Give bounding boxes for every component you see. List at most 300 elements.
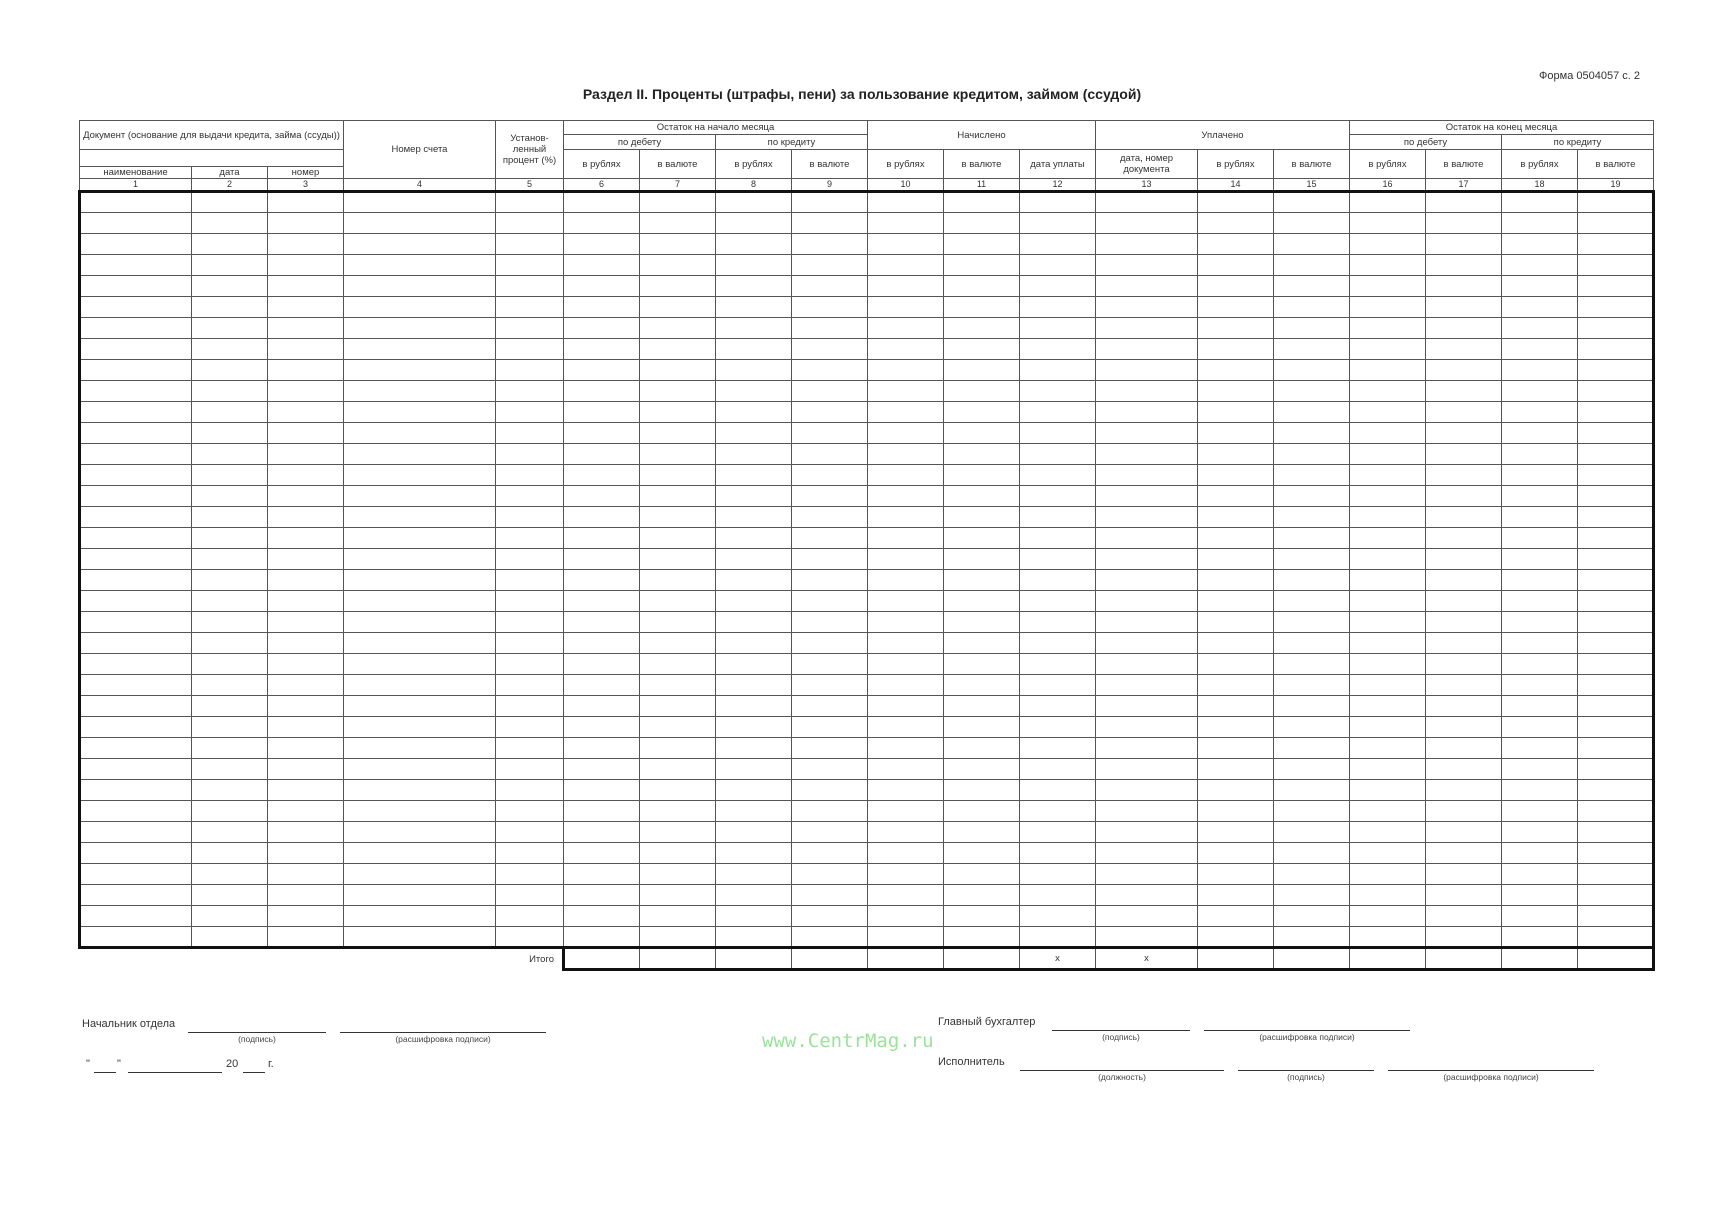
table-cell[interactable] [868,528,944,549]
table-cell[interactable] [496,612,564,633]
table-cell[interactable] [1274,864,1350,885]
table-cell[interactable] [1020,801,1096,822]
table-cell[interactable] [192,192,268,213]
table-cell[interactable] [944,612,1020,633]
table-cell[interactable] [496,591,564,612]
table-cell[interactable] [1274,822,1350,843]
table-cell[interactable] [80,297,192,318]
table-cell[interactable] [944,507,1020,528]
table-cell[interactable] [1578,591,1654,612]
table-cell[interactable] [496,444,564,465]
table-cell[interactable] [1578,864,1654,885]
executor-decode-line[interactable] [1388,1056,1594,1071]
table-cell[interactable] [496,528,564,549]
table-cell[interactable] [268,528,344,549]
table-cell[interactable] [564,612,640,633]
table-cell[interactable] [1350,528,1426,549]
table-cell[interactable] [868,192,944,213]
table-cell[interactable] [944,192,1020,213]
table-cell[interactable] [792,339,868,360]
table-cell[interactable] [868,381,944,402]
table-cell[interactable] [792,255,868,276]
table-cell[interactable] [344,423,496,444]
table-cell[interactable] [1578,801,1654,822]
table-cell[interactable] [868,402,944,423]
table-cell[interactable] [1426,318,1502,339]
table-cell[interactable] [496,423,564,444]
table-cell[interactable] [496,213,564,234]
table-cell[interactable] [944,654,1020,675]
table-cell[interactable] [1426,528,1502,549]
table-cell[interactable] [496,234,564,255]
table-cell[interactable] [1020,528,1096,549]
table-cell[interactable] [192,801,268,822]
table-cell[interactable] [80,927,192,948]
table-cell[interactable] [792,465,868,486]
table-cell[interactable] [792,192,868,213]
table-cell[interactable] [1502,381,1578,402]
table-cell[interactable] [1274,780,1350,801]
table-cell[interactable] [496,465,564,486]
table-cell[interactable] [640,717,716,738]
table-cell[interactable] [496,633,564,654]
table-cell[interactable] [792,444,868,465]
table-cell[interactable] [1274,654,1350,675]
table-cell[interactable] [1502,927,1578,948]
table-cell[interactable] [716,738,792,759]
table-cell[interactable] [1426,486,1502,507]
table-cell[interactable] [1096,507,1198,528]
table-cell[interactable] [1096,906,1198,927]
table-cell[interactable] [496,927,564,948]
table-cell[interactable] [496,297,564,318]
table-cell[interactable] [944,255,1020,276]
table-cell[interactable] [944,486,1020,507]
table-cell[interactable] [1426,696,1502,717]
total-cell[interactable] [1198,948,1274,970]
table-cell[interactable] [1350,738,1426,759]
table-cell[interactable] [640,234,716,255]
table-cell[interactable] [1198,591,1274,612]
table-cell[interactable] [716,381,792,402]
table-cell[interactable] [1198,549,1274,570]
table-cell[interactable] [1274,318,1350,339]
table-cell[interactable] [268,864,344,885]
table-cell[interactable] [192,402,268,423]
table-cell[interactable] [344,759,496,780]
table-cell[interactable] [1578,780,1654,801]
table-cell[interactable] [1274,339,1350,360]
table-cell[interactable] [1426,843,1502,864]
table-cell[interactable] [1502,507,1578,528]
table-cell[interactable] [344,444,496,465]
table-cell[interactable] [1426,885,1502,906]
table-cell[interactable] [944,696,1020,717]
table-cell[interactable] [1198,927,1274,948]
table-cell[interactable] [640,423,716,444]
table-cell[interactable] [1274,738,1350,759]
table-cell[interactable] [1426,297,1502,318]
table-cell[interactable] [1020,738,1096,759]
table-cell[interactable] [268,339,344,360]
table-cell[interactable] [1274,843,1350,864]
table-cell[interactable] [1274,276,1350,297]
table-cell[interactable] [944,633,1020,654]
total-cell[interactable] [640,948,716,970]
table-cell[interactable] [268,906,344,927]
table-cell[interactable] [268,549,344,570]
table-cell[interactable] [944,423,1020,444]
table-cell[interactable] [1426,591,1502,612]
table-cell[interactable] [1350,906,1426,927]
table-cell[interactable] [1426,465,1502,486]
table-cell[interactable] [640,255,716,276]
table-cell[interactable] [1426,780,1502,801]
table-cell[interactable] [1096,801,1198,822]
table-cell[interactable] [944,444,1020,465]
table-cell[interactable] [344,234,496,255]
table-cell[interactable] [868,318,944,339]
table-cell[interactable] [496,717,564,738]
table-cell[interactable] [716,675,792,696]
table-cell[interactable] [344,591,496,612]
table-cell[interactable] [1502,549,1578,570]
table-cell[interactable] [1096,717,1198,738]
table-cell[interactable] [1096,549,1198,570]
table-cell[interactable] [344,465,496,486]
table-cell[interactable] [792,717,868,738]
table-cell[interactable] [1502,906,1578,927]
table-cell[interactable] [1274,759,1350,780]
table-cell[interactable] [1426,822,1502,843]
table-cell[interactable] [792,486,868,507]
table-cell[interactable] [1578,234,1654,255]
table-cell[interactable] [792,507,868,528]
table-cell[interactable] [868,696,944,717]
table-cell[interactable] [1274,633,1350,654]
table-cell[interactable] [716,696,792,717]
table-cell[interactable] [1426,864,1502,885]
table-cell[interactable] [1350,927,1426,948]
table-cell[interactable] [1426,549,1502,570]
table-cell[interactable] [496,339,564,360]
table-cell[interactable] [192,864,268,885]
table-cell[interactable] [1350,570,1426,591]
table-cell[interactable] [564,234,640,255]
table-cell[interactable] [268,318,344,339]
table-cell[interactable] [1198,780,1274,801]
table-cell[interactable] [868,843,944,864]
table-cell[interactable] [868,255,944,276]
table-cell[interactable] [564,822,640,843]
table-cell[interactable] [1350,339,1426,360]
table-cell[interactable] [1096,927,1198,948]
table-cell[interactable] [344,717,496,738]
table-cell[interactable] [944,843,1020,864]
table-cell[interactable] [868,822,944,843]
table-cell[interactable] [1502,465,1578,486]
table-cell[interactable] [268,297,344,318]
table-cell[interactable] [944,570,1020,591]
table-cell[interactable] [1578,906,1654,927]
table-cell[interactable] [1350,402,1426,423]
table-cell[interactable] [716,549,792,570]
table-cell[interactable] [1426,381,1502,402]
table-cell[interactable] [1426,213,1502,234]
table-cell[interactable] [1350,444,1426,465]
table-cell[interactable] [268,696,344,717]
table-cell[interactable] [564,864,640,885]
table-cell[interactable] [496,885,564,906]
table-cell[interactable] [1020,486,1096,507]
table-cell[interactable] [564,486,640,507]
table-cell[interactable] [1020,654,1096,675]
table-cell[interactable] [1274,927,1350,948]
table-cell[interactable] [268,780,344,801]
table-cell[interactable] [716,213,792,234]
table-cell[interactable] [1350,423,1426,444]
table-cell[interactable] [1020,423,1096,444]
table-cell[interactable] [716,360,792,381]
table-cell[interactable] [716,255,792,276]
table-cell[interactable] [80,759,192,780]
table-cell[interactable] [1578,927,1654,948]
table-cell[interactable] [192,780,268,801]
table-cell[interactable] [1020,444,1096,465]
table-cell[interactable] [268,738,344,759]
table-cell[interactable] [192,591,268,612]
table-cell[interactable] [1350,360,1426,381]
table-cell[interactable] [564,885,640,906]
total-cell[interactable] [716,948,792,970]
table-cell[interactable] [1578,213,1654,234]
table-cell[interactable] [344,360,496,381]
table-cell[interactable] [1502,843,1578,864]
table-cell[interactable] [80,885,192,906]
table-cell[interactable] [1198,633,1274,654]
table-cell[interactable] [1426,675,1502,696]
table-cell[interactable] [192,318,268,339]
table-cell[interactable] [944,402,1020,423]
table-cell[interactable] [1020,339,1096,360]
table-cell[interactable] [80,843,192,864]
table-cell[interactable] [868,591,944,612]
table-cell[interactable] [80,507,192,528]
table-cell[interactable] [564,318,640,339]
table-cell[interactable] [1096,843,1198,864]
table-cell[interactable] [1502,696,1578,717]
table-cell[interactable] [564,549,640,570]
table-cell[interactable] [1198,297,1274,318]
table-cell[interactable] [1578,381,1654,402]
table-cell[interactable] [496,255,564,276]
table-cell[interactable] [1198,444,1274,465]
table-cell[interactable] [1274,360,1350,381]
table-cell[interactable] [80,255,192,276]
table-cell[interactable] [268,234,344,255]
table-cell[interactable] [1198,507,1274,528]
table-cell[interactable] [1274,801,1350,822]
table-cell[interactable] [268,465,344,486]
table-cell[interactable] [640,276,716,297]
table-cell[interactable] [564,927,640,948]
table-cell[interactable] [640,507,716,528]
table-cell[interactable] [268,444,344,465]
table-cell[interactable] [1350,381,1426,402]
table-cell[interactable] [1096,297,1198,318]
table-cell[interactable] [80,591,192,612]
table-cell[interactable] [868,927,944,948]
table-cell[interactable] [792,759,868,780]
table-cell[interactable] [1578,885,1654,906]
table-cell[interactable] [716,822,792,843]
table-cell[interactable] [1350,822,1426,843]
total-cell[interactable] [564,948,640,970]
table-cell[interactable] [1502,234,1578,255]
table-cell[interactable] [192,843,268,864]
table-cell[interactable] [944,906,1020,927]
table-cell[interactable] [564,255,640,276]
table-cell[interactable] [564,507,640,528]
table-cell[interactable] [1502,864,1578,885]
table-cell[interactable] [1578,255,1654,276]
table-cell[interactable] [1502,318,1578,339]
table-cell[interactable] [268,654,344,675]
table-cell[interactable] [564,570,640,591]
table-cell[interactable] [192,738,268,759]
table-cell[interactable] [1198,717,1274,738]
table-cell[interactable] [1198,759,1274,780]
table-cell[interactable] [344,612,496,633]
table-cell[interactable] [80,276,192,297]
table-cell[interactable] [792,780,868,801]
table-cell[interactable] [792,675,868,696]
table-cell[interactable] [944,528,1020,549]
table-cell[interactable] [80,192,192,213]
table-cell[interactable] [1350,318,1426,339]
table-cell[interactable] [192,570,268,591]
table-cell[interactable] [268,633,344,654]
table-cell[interactable] [1350,507,1426,528]
table-cell[interactable] [268,843,344,864]
table-cell[interactable] [80,675,192,696]
table-cell[interactable] [1578,486,1654,507]
table-cell[interactable] [1198,738,1274,759]
table-cell[interactable] [1096,276,1198,297]
table-cell[interactable] [640,885,716,906]
table-cell[interactable] [1020,864,1096,885]
table-cell[interactable] [944,213,1020,234]
table-cell[interactable] [716,297,792,318]
table-cell[interactable] [640,822,716,843]
table-cell[interactable] [268,360,344,381]
table-cell[interactable] [80,780,192,801]
table-cell[interactable] [1274,234,1350,255]
table-cell[interactable] [1350,192,1426,213]
table-cell[interactable] [1096,465,1198,486]
table-cell[interactable] [944,759,1020,780]
table-cell[interactable] [344,549,496,570]
table-cell[interactable] [640,801,716,822]
table-cell[interactable] [1502,675,1578,696]
table-cell[interactable] [944,717,1020,738]
table-cell[interactable] [1274,570,1350,591]
table-cell[interactable] [868,759,944,780]
table-cell[interactable] [268,717,344,738]
table-cell[interactable] [564,528,640,549]
table-cell[interactable] [192,234,268,255]
table-cell[interactable] [1096,633,1198,654]
table-cell[interactable] [344,801,496,822]
table-cell[interactable] [268,213,344,234]
table-cell[interactable] [1274,507,1350,528]
table-cell[interactable] [496,192,564,213]
table-cell[interactable] [1502,822,1578,843]
table-cell[interactable] [868,465,944,486]
table-cell[interactable] [192,276,268,297]
table-cell[interactable] [268,507,344,528]
table-cell[interactable] [496,507,564,528]
table-cell[interactable] [496,696,564,717]
table-cell[interactable] [716,927,792,948]
table-cell[interactable] [944,780,1020,801]
table-cell[interactable] [640,465,716,486]
table-cell[interactable] [344,885,496,906]
table-cell[interactable] [1096,192,1198,213]
table-cell[interactable] [792,549,868,570]
table-cell[interactable] [640,360,716,381]
table-cell[interactable] [564,276,640,297]
table-cell[interactable] [344,381,496,402]
table-cell[interactable] [192,339,268,360]
table-cell[interactable] [192,759,268,780]
table-cell[interactable] [1274,213,1350,234]
table-cell[interactable] [496,486,564,507]
table-cell[interactable] [1578,276,1654,297]
table-cell[interactable] [868,675,944,696]
table-cell[interactable] [716,423,792,444]
table-cell[interactable] [716,801,792,822]
table-cell[interactable] [268,675,344,696]
table-cell[interactable] [564,906,640,927]
table-cell[interactable] [792,927,868,948]
table-cell[interactable] [192,528,268,549]
table-cell[interactable] [716,780,792,801]
table-cell[interactable] [868,654,944,675]
table-cell[interactable] [1502,486,1578,507]
table-cell[interactable] [640,297,716,318]
table-cell[interactable] [716,507,792,528]
table-cell[interactable] [1426,612,1502,633]
table-cell[interactable] [1096,570,1198,591]
table-cell[interactable] [1350,234,1426,255]
table-cell[interactable] [1350,864,1426,885]
table-cell[interactable] [1350,633,1426,654]
table-cell[interactable] [1578,612,1654,633]
table-cell[interactable] [1198,528,1274,549]
table-cell[interactable] [192,423,268,444]
table-cell[interactable] [640,654,716,675]
table-cell[interactable] [1502,633,1578,654]
table-cell[interactable] [1020,276,1096,297]
table-cell[interactable] [1096,675,1198,696]
table-cell[interactable] [80,633,192,654]
total-cell[interactable] [1426,948,1502,970]
table-cell[interactable] [792,381,868,402]
table-cell[interactable] [944,318,1020,339]
table-cell[interactable] [792,864,868,885]
table-cell[interactable] [1096,381,1198,402]
